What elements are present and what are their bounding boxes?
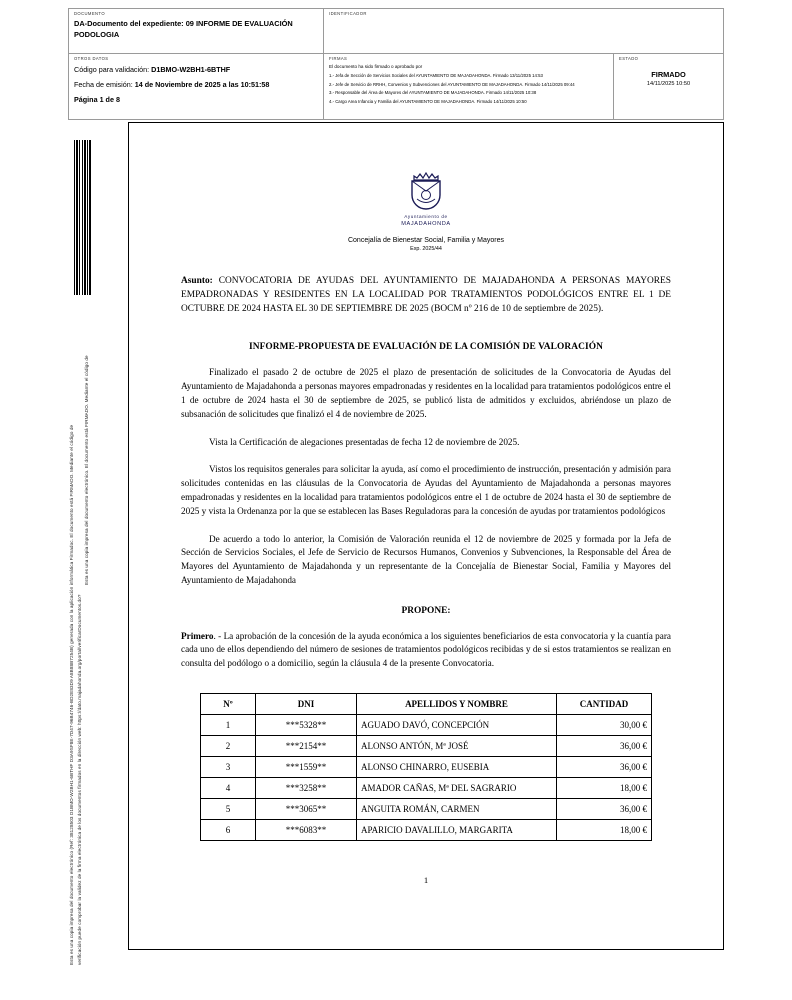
legal-vertical-url: verificación puede comprobar la validez de la firma electrónica de los documentos firmados en la dirección web: https://dato.majadahonda.org/portal/verificarDocumentos.do? [77, 594, 82, 965]
cell-nombre: AGUADO DAVÓ, CONCEPCIÓN [357, 715, 557, 736]
primero-text: . - La aprobación de la concesión de la ayuda económica a los siguientes beneficiarios de esta convocatoria y la cuantía para cada uno de ellos dependiendo del número de sesiones de tratamientos podológicos recibidas y de si estos tratamientos se realizan en consulta del podólogo o a domicilio, según la cláusula 4 de la presente Convocatoria. [181, 630, 671, 669]
codigo-value: D1BMO-W2BH1-6BTHF [151, 65, 231, 74]
col-header-cantidad: CANTIDAD [557, 694, 652, 715]
firmas-cell [324, 54, 614, 120]
cell-nombre: AMADOR CAÑAS, Mª DEL SAGRARIO [357, 778, 557, 799]
fecha-label: Fecha de emisión: [74, 79, 133, 89]
validation-header [68, 8, 724, 120]
table-row [201, 757, 652, 778]
documento-label: DOCUMENTO [74, 11, 105, 16]
table-row [201, 778, 652, 799]
header-bottom-row [69, 54, 723, 120]
primero-paragraph [181, 630, 671, 671]
table-row [201, 820, 652, 841]
estado-label: ESTADO [619, 56, 639, 61]
cell-nombre: APARICIO DAVALILLO, MARGARITA [357, 820, 557, 841]
asunto-paragraph [181, 274, 671, 316]
legal-vertical-ref: Esta es una copia impresa del documento electrónico (Ref: 38128503 D1BMO-W2BH1-6BTHF D3A9SF8E-7D47-96B4746-BD2E83D9 A8B88B7254B) generada con la aplicación informática Firmadoc. El documento está FIRMADO. Mediante el código de [69, 424, 74, 965]
cell-cantidad: 36,00 € [557, 736, 652, 757]
cell-numero: 5 [201, 799, 256, 820]
estado-value: FIRMADO [651, 70, 686, 79]
cell-numero: 2 [201, 736, 256, 757]
cell-dni: ***1559** [256, 757, 357, 778]
cell-cantidad: 18,00 € [557, 778, 652, 799]
paragraph-2: Vista la Certificación de alegaciones presentadas de fecha 12 de noviembre de 2025. [209, 436, 520, 447]
cell-numero: 4 [201, 778, 256, 799]
legal-vertical-note: Esta es una copia impresa del documento electrónico. El documento está FIRMADO. Mediante el código de [84, 355, 89, 585]
table-row [201, 736, 652, 757]
cell-numero: 6 [201, 820, 256, 841]
otros-datos-label: OTROS DATOS [74, 56, 109, 61]
asunto-label: Asunto: [181, 276, 213, 286]
cell-dni: ***2154** [256, 736, 357, 757]
paragraph-3: Vistos los requisitos generales para solicitar la ayuda, así como el procedimiento de instrucción, presentación y admisión para solicitudes contenidas en las cláusulas de la Convocatoria de Ayudas del Ayuntamiento de Majadahonda a personas mayores empadronadas y residentes en la localidad para tratamientos podológicos entre el 1 de octubre de 2024 hasta el 30 de septiembre de 2025 y vista la Ordenanza por la que se establecen las Bases Reguladoras para la concesión de ayudas por tratamientos podológicos [181, 464, 672, 516]
codigo-validacion [74, 65, 318, 76]
table-header-row [201, 694, 652, 715]
otros-datos-cell [69, 54, 324, 120]
fecha-emision [74, 80, 318, 91]
estado-date: 14/11/2025 10:50 [646, 81, 691, 87]
coat-of-arms [181, 167, 671, 227]
col-header-dni: DNI [256, 694, 357, 715]
cell-cantidad: 36,00 € [557, 757, 652, 778]
identificador-label: IDENTIFICADOR [329, 11, 367, 16]
firma-item-1: 1.- Jefa de Sección de Servicios Sociales del AYUNTAMIENTO DE MAJADAHONDA. Firmado 13/11/2025 14:53 [329, 72, 543, 78]
firmas-intro: El documento ha sido firmado o aprobado por [329, 64, 423, 69]
table-row [201, 715, 652, 736]
barcode [74, 140, 91, 295]
firmas-label: FIRMAS [329, 56, 348, 61]
concejalia-line: Concejalía de Bienestar Social, Familia y Mayores [347, 237, 504, 244]
estado-cell [614, 54, 723, 120]
asunto-text: CONVOCATORIA DE AYUDAS DEL AYUNTAMIENTO DE MAJADAHONDA A PERSONAS MAYORES EMPADRONADAS Y RESIDENTES EN LA LOCALIDAD POR TRATAMIENTOS PODOLÓGICOS ENTRE EL 1 DE OCTUBRE DE 2024 HASTA EL 30 DE SEPTIEMBRE DE 2025 (BOCM nº 216 de 10 de septiembre de 2025). [181, 276, 671, 315]
firma-item-3: 3.- Responsable del Área de Mayores del AYUNTAMIENTO DE MAJADAHONDA. Firmado 14/11/2025 10:38 [329, 90, 537, 96]
documento-cell [69, 9, 324, 53]
table-body [201, 715, 652, 841]
crest-icon [403, 167, 449, 213]
col-header-numero: Nº [201, 694, 256, 715]
codigo-label: Código para validación: [74, 65, 150, 74]
cell-nombre: ALONSO CHINARRO, EUSEBIA [357, 757, 557, 778]
expediente-line: Exp. 2025/44 [410, 246, 442, 252]
cell-nombre: ANGUITA ROMÁN, CARMEN [357, 799, 557, 820]
pagina-indicator: Página 1 de 8 [74, 94, 120, 104]
cell-numero: 3 [201, 757, 256, 778]
cell-cantidad: 36,00 € [557, 799, 652, 820]
col-header-nombre: APELLIDOS Y NOMBRE [357, 694, 557, 715]
cell-cantidad: 18,00 € [557, 820, 652, 841]
cell-numero: 1 [201, 715, 256, 736]
crest-line-2: MAJADAHONDA [401, 221, 451, 227]
primero-label: Primero [181, 630, 214, 641]
cell-cantidad: 30,00 € [557, 715, 652, 736]
identificador-cell [324, 9, 723, 53]
cell-nombre: ALONSO ANTÓN, Mª JOSÉ [357, 736, 557, 757]
firma-item-4: 4.- Cargo Area Infancia y Familia del AYUNTAMIENTO DE MAJADAHONDA. Firmado 14/11/2025 10:50 [329, 98, 527, 104]
document-title: INFORME-PROPUESTA DE EVALUACIÓN DE LA COMISIÓN DE VALORACIÓN [248, 342, 604, 353]
crest-line-1: Ayuntamiento de [404, 214, 448, 219]
cell-dni: ***3065** [256, 799, 357, 820]
beneficiaries-table [200, 693, 652, 841]
documento-title: DA-Documento del expediente: 09 INFORME DE EVALUACIÓN PODOLOGIA [74, 19, 293, 39]
propone-heading: PROPONE: [401, 605, 451, 616]
cell-dni: ***5328** [256, 715, 357, 736]
page-number: 1 [423, 875, 429, 886]
paragraph-4: De acuerdo a todo lo anterior, la Comisión de Valoración reunida el 12 de noviembre de 2025 y formada por la Jefa de Sección de Servicios Sociales, el Jefe de Servicio de Recursos Humanos, Convenios y Subvenciones, la Responsable del Área de Mayores del Ayuntamiento de Majadahonda y un representante de la Concejalía de Bienestar Social, Familia y Mayores del Ayuntamiento de Majadahonda [181, 533, 671, 585]
header-top-row [69, 9, 723, 54]
fecha-value: 14 de Noviembre de 2025 a las 10:51:58 [134, 79, 270, 89]
table-row [201, 799, 652, 820]
table-head [201, 694, 652, 715]
cell-dni: ***6083** [256, 820, 357, 841]
cell-dni: ***3258** [256, 778, 357, 799]
document-page [128, 122, 724, 950]
paragraph-1: Finalizado el pasado 2 de octubre de 2025 el plazo de presentación de solicitudes de la Convocatoria de Ayudas del Ayuntamiento de Majadahonda a personas mayores empadronadas y residentes en la localidad para tratamientos podológicos entre el 1 de octubre de 2024 hasta el 30 de septiembre de 2025, se publicó lista de admitidos y excluidos, abriéndose un plazo de subsanación de solicitudes que finalizó el 4 de noviembre de 2025. [181, 367, 671, 419]
firma-item-2: 2.- Jefe de Servicio de RRHH, Convenios y Subvenciones del AYUNTAMIENTO DE MAJADAHONDA. Firmado 14/11/2025 09:44 [329, 81, 575, 87]
